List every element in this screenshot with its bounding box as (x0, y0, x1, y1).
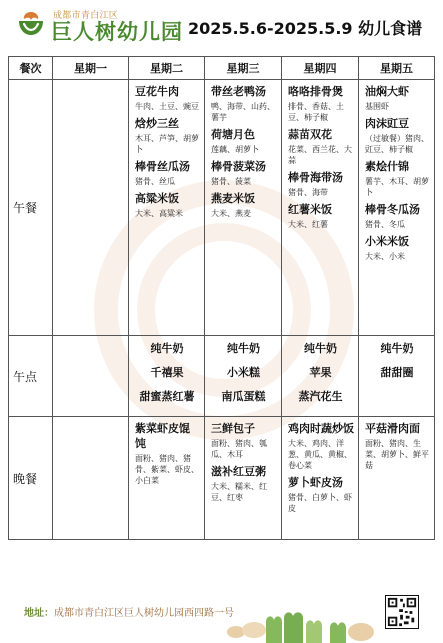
lunch-wednesday-cell (205, 80, 282, 336)
dish-ingredients: 猪骨、白萝卜、虾皮 (288, 493, 352, 513)
snack-wednesday-cell (205, 336, 282, 417)
dinner-tuesday-cell (129, 417, 205, 540)
dish-name: 燕麦米饭 (211, 192, 255, 205)
table-header-row (9, 57, 435, 80)
dish-name: 素烩什锦 (365, 160, 409, 173)
snack-item: 纯牛奶 (227, 342, 260, 355)
dish-ingredients: 大米、鸡肉、洋葱、黄瓜、黄椒、卷心菜 (288, 439, 352, 470)
dish-name: 鸡肉时蔬炒饭 (288, 422, 354, 435)
page-footer (0, 578, 443, 643)
dish-name: 荷塘月色 (211, 128, 255, 141)
dish-name: 油焖大虾 (365, 85, 409, 98)
dish-ingredients: 花菜、西兰花、大蒜 (288, 145, 352, 165)
address-value: 成都市青白江区巨人树幼儿园西四路一号 (54, 608, 234, 619)
dish-name: 咯咯排骨煲 (288, 85, 343, 98)
dish-ingredients: 大米、糯米、红豆、红枣 (211, 482, 267, 502)
table-row-snack (9, 336, 435, 417)
dish-name: 棒骨菠菜汤 (211, 160, 266, 173)
decorative-plants-icon (226, 604, 376, 643)
table-row-dinner (9, 417, 435, 540)
dish-ingredients: 薯芋、木耳、胡萝卜 (365, 177, 429, 197)
dish-ingredients: 大米、燕麦 (211, 209, 251, 218)
column-header: 星期三 (205, 57, 282, 80)
dish-ingredients: 牛肉、土豆、豌豆 (135, 102, 199, 111)
dish-ingredients: 猪骨、丝瓜 (135, 177, 175, 186)
dinner-friday-cell (359, 417, 435, 540)
lunch-friday-cell (359, 80, 435, 336)
dish-ingredients: 猪骨、冬瓜 (365, 220, 405, 229)
dish-ingredients: 面粉、猪肉、生菜、胡萝卜、鲜平菇 (365, 439, 429, 470)
lunch-thursday-cell (282, 80, 359, 336)
snack-item: 苹果 (309, 366, 332, 379)
dish-ingredients: 大米、小米 (365, 252, 405, 261)
dish-name: 紫菜虾皮馄饨 (135, 422, 190, 450)
dish-ingredients: （过敏餐）猪肉、豇豆、柿子椒 (365, 134, 429, 154)
dish-name: 滋补红豆粥 (211, 465, 266, 478)
dinner-wednesday-cell (205, 417, 282, 540)
dinner-monday-cell (53, 417, 129, 540)
snack-item: 千禧果 (150, 366, 184, 379)
snack-item: 纯牛奶 (380, 342, 414, 355)
snack-tuesday-cell (129, 336, 205, 417)
meal-label-lunch: 午餐 (9, 80, 53, 336)
dish-name: 带丝老鸭汤 (211, 85, 266, 98)
address-label: 地址： (24, 608, 54, 619)
column-header: 星期二 (129, 57, 205, 80)
dish-name: 蒜苗双花 (288, 128, 332, 141)
logo-school-name: 巨人树幼儿园 (51, 19, 183, 44)
snack-item: 纯牛奶 (304, 342, 337, 355)
column-header: 星期四 (282, 57, 359, 80)
logo-district-text: 成都市青白江区 (53, 11, 119, 21)
dish-name: 豆花牛肉 (135, 85, 179, 98)
dish-name: 红薯米饭 (288, 203, 332, 216)
lunch-monday-cell (53, 80, 129, 336)
snack-item: 甜甜圈 (380, 366, 414, 379)
page-header (0, 0, 443, 52)
dish-ingredients: 大米、红薯 (288, 220, 328, 229)
dish-name: 棒骨丝瓜汤 (135, 160, 190, 173)
snack-item: 南瓜蛋糕 (221, 390, 266, 403)
snack-thursday-cell (282, 336, 359, 417)
page-title: 2025.5.6-2025.5.9 幼儿食谱 (188, 19, 423, 38)
dish-name: 萝卜虾皮汤 (288, 476, 343, 489)
school-logo-icon (16, 8, 46, 38)
snack-friday-cell (359, 336, 435, 417)
dish-ingredients: 大米、高粱米 (135, 209, 183, 218)
snack-item: 甜蜜蒸红薯 (139, 390, 195, 403)
dish-ingredients: 面粉、猪肉、瓠瓜、木耳 (211, 439, 267, 459)
meal-label-dinner: 晚餐 (9, 417, 53, 540)
meal-label-snack: 午点 (9, 336, 53, 417)
dish-ingredients: 猪骨、海带 (288, 188, 328, 197)
dish-ingredients: 面粉、猪肉、猪骨、紫菜、虾皮、小白菜 (135, 454, 199, 485)
dish-ingredients: 莲藕、胡萝卜 (211, 145, 259, 154)
dish-name: 焓炒三丝 (135, 117, 179, 130)
snack-item: 纯牛奶 (150, 342, 184, 355)
address-text (24, 604, 234, 619)
table-row-lunch (9, 80, 435, 336)
dish-ingredients: 鸭、海带、山药、薯芋 (211, 102, 275, 122)
column-header: 星期一 (53, 57, 129, 80)
dish-name: 肉沫豇豆 (365, 117, 409, 130)
qr-code-icon (385, 595, 419, 629)
snack-monday-cell (53, 336, 129, 417)
dish-ingredients: 基围虾 (365, 102, 389, 111)
dish-ingredients: 木耳、芦笋、胡萝卜 (135, 134, 199, 154)
dinner-thursday-cell (282, 417, 359, 540)
dish-name: 棒骨海带汤 (288, 171, 343, 184)
dish-name: 棒骨冬瓜汤 (365, 203, 420, 216)
lunch-tuesday-cell (129, 80, 205, 336)
snack-item: 蒸汽花生 (298, 390, 343, 403)
menu-table (8, 56, 435, 540)
dish-name: 平菇滑肉面 (365, 422, 420, 435)
dish-name: 高粱米饭 (135, 192, 179, 205)
dish-name: 三鲜包子 (211, 422, 255, 435)
column-header: 星期五 (359, 57, 435, 80)
snack-item: 小米糕 (227, 366, 260, 379)
dish-name: 小米米饭 (365, 235, 409, 248)
dish-ingredients: 排骨、香菇、土豆、柿子椒 (288, 102, 344, 122)
dish-ingredients: 猪骨、菠菜 (211, 177, 251, 186)
column-header: 餐次 (9, 57, 53, 80)
